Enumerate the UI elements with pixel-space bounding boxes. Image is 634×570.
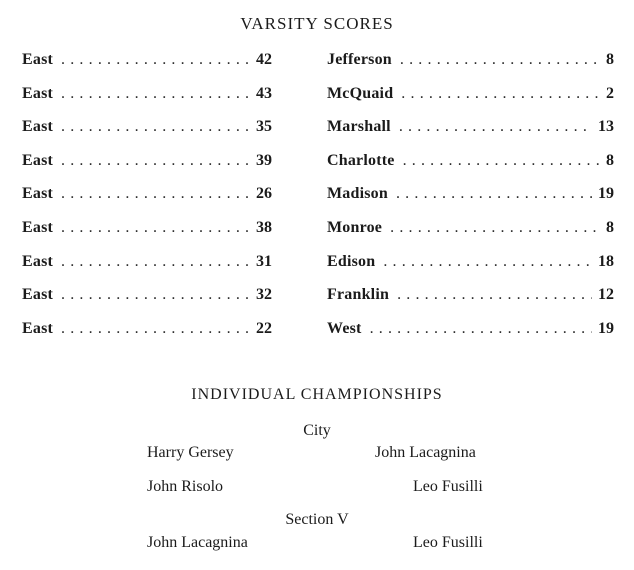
score-row: [0, 48, 634, 82]
dot-leader: [61, 182, 250, 206]
left-game-entry: [22, 283, 272, 307]
city-champion-name: John Lacagnina: [375, 444, 476, 461]
right-game-entry: [327, 48, 614, 72]
score-row: [0, 250, 634, 284]
team-name: Edison: [327, 252, 376, 270]
team-score: 43: [256, 84, 272, 102]
city-label: City: [303, 422, 331, 439]
right-game-entry: [327, 149, 614, 173]
right-game-entry: [327, 283, 614, 307]
score-row: [0, 149, 634, 183]
left-game-entry: [22, 115, 272, 139]
section-champion-name: John Lacagnina: [147, 534, 248, 551]
left-game-entry: [22, 250, 272, 274]
dot-leader: [397, 283, 592, 307]
team-name: East: [22, 286, 54, 304]
team-score: 12: [598, 286, 614, 304]
dot-leader: [61, 317, 250, 341]
city-champion-name: John Risolo: [147, 478, 224, 495]
team-score: 22: [256, 319, 272, 337]
score-row: [0, 317, 634, 351]
team-score: 32: [256, 286, 272, 304]
dot-leader: [61, 149, 250, 173]
city-champion-name: Leo Fusilli: [413, 478, 483, 495]
team-score: 26: [256, 185, 272, 203]
team-name: East: [22, 319, 54, 337]
right-game-entry: [327, 115, 614, 139]
individual-championships-title: INDIVIDUAL CHAMPIONSHIPS: [191, 386, 443, 403]
team-score: 13: [598, 118, 614, 136]
team-score: 42: [256, 51, 272, 68]
team-name: Marshall: [327, 118, 391, 136]
team-name: East: [22, 218, 54, 236]
team-score: 35: [256, 118, 272, 136]
team-name: East: [22, 252, 54, 270]
score-row: [0, 216, 634, 250]
team-score: 38: [256, 218, 272, 236]
dot-leader: [61, 82, 250, 106]
right-game-entry: [327, 182, 614, 206]
scores-table: [0, 48, 634, 350]
dot-leader: [61, 115, 250, 139]
team-name: Charlotte: [327, 151, 395, 169]
left-game-entry: [22, 216, 272, 240]
dot-leader: [61, 250, 250, 274]
dot-leader: [370, 317, 592, 341]
team-name: East: [22, 151, 54, 169]
varsity-scores-title: VARSITY SCORES: [240, 14, 394, 33]
team-score: 31: [256, 252, 272, 270]
team-name: Madison: [327, 185, 388, 203]
left-game-entry: [22, 48, 272, 72]
city-champion-name: Harry Gersey: [147, 444, 234, 461]
team-name: East: [22, 84, 54, 102]
team-score: 18: [598, 252, 614, 270]
score-row: [0, 283, 634, 317]
score-row: [0, 182, 634, 216]
team-name: East: [22, 118, 54, 136]
team-score: 8: [606, 51, 614, 68]
left-game-entry: [22, 317, 272, 341]
section-v-label: Section V: [285, 511, 349, 528]
right-game-entry: [327, 82, 614, 106]
right-game-entry: [327, 216, 614, 240]
team-score: 8: [606, 218, 614, 236]
team-score: 19: [598, 319, 614, 337]
team-name: McQuaid: [327, 84, 394, 102]
team-name: East: [22, 51, 54, 68]
team-score: 2: [606, 84, 614, 102]
score-row: [0, 115, 634, 149]
dot-leader: [383, 250, 592, 274]
team-name: West: [327, 319, 362, 337]
team-score: 39: [256, 151, 272, 169]
team-score: 8: [606, 151, 614, 169]
dot-leader: [61, 48, 250, 72]
section-champion-name: Leo Fusilli: [413, 534, 483, 551]
left-game-entry: [22, 182, 272, 206]
score-row: [0, 82, 634, 116]
left-game-entry: [22, 149, 272, 173]
right-game-entry: [327, 250, 614, 274]
team-name: Monroe: [327, 218, 383, 236]
dot-leader: [61, 283, 250, 307]
team-score: 19: [598, 185, 614, 203]
dot-leader: [399, 115, 592, 139]
team-name: East: [22, 185, 54, 203]
team-name: Jefferson: [327, 51, 392, 68]
dot-leader: [61, 216, 250, 240]
dot-leader: [390, 216, 600, 240]
dot-leader: [400, 48, 600, 72]
team-name: Franklin: [327, 286, 390, 304]
dot-leader: [403, 149, 600, 173]
left-game-entry: [22, 82, 272, 106]
dot-leader: [401, 82, 600, 106]
dot-leader: [396, 182, 592, 206]
right-game-entry: [327, 317, 614, 341]
